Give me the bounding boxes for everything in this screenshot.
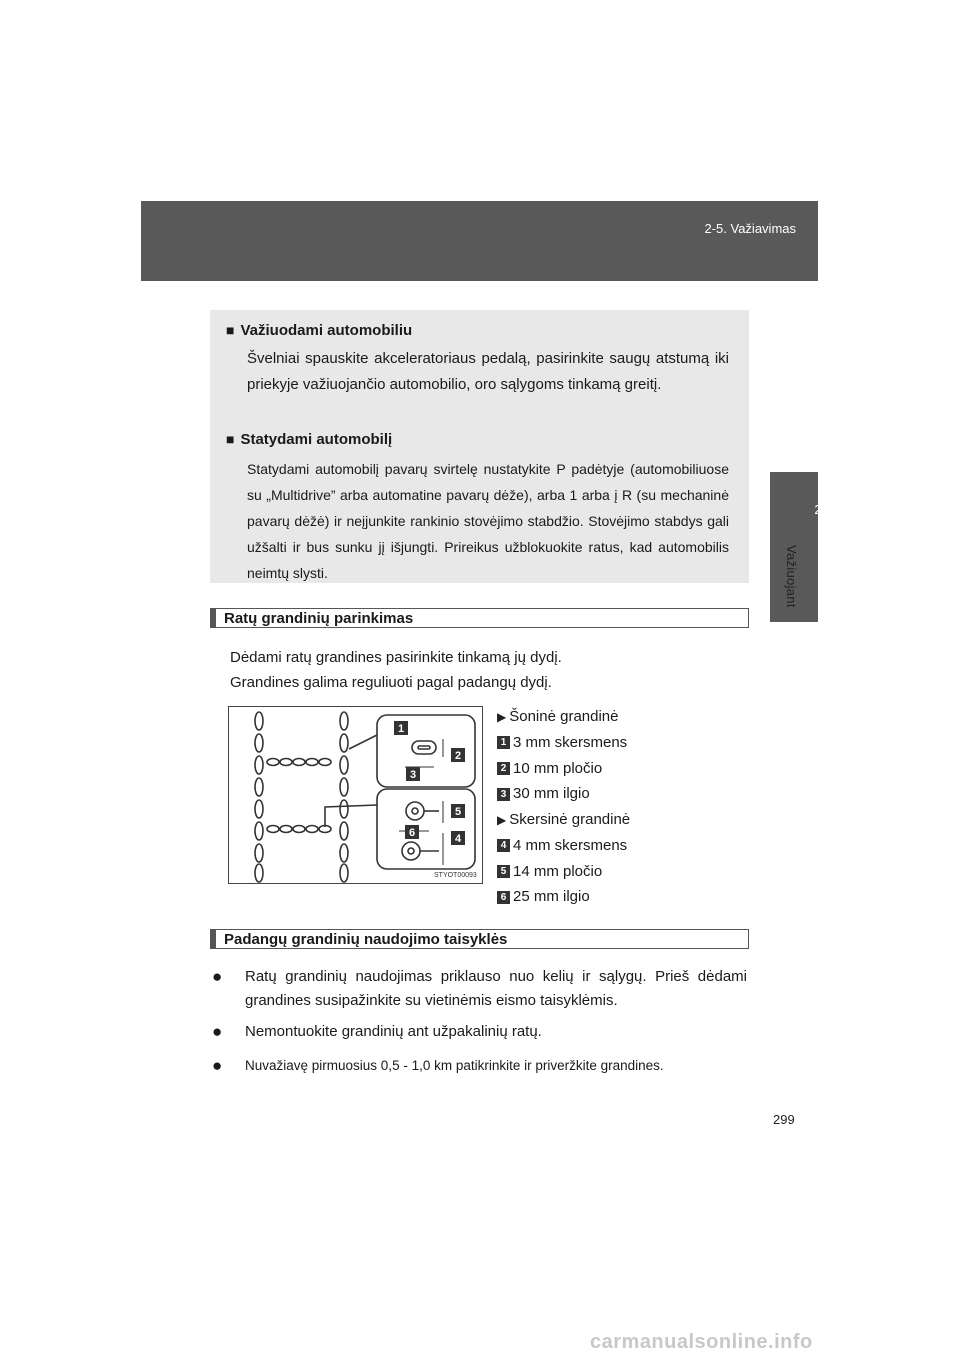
square-bullet-icon: ■ xyxy=(226,322,235,338)
chapter-number: 2 xyxy=(814,502,822,517)
info-text-parking: Statydami automobilį pavarų svirtelę nustatykite P padėtyje (automobiliuose su „Multidrive” arba automatine pavarų dėže), arba 1 arba į R (su mechaninė pavarų dėžė) ir neįjunkite rankinio stovėjimo stabdžio. Stovėjimo stabdys gali užšalti ir bus sunku jį išjungti. Prireikus užblokuokite ratus, kad automobilis neimtų slysti. xyxy=(247,461,729,581)
arrow-right-icon: ▶ xyxy=(497,813,507,828)
number-badge: 6 xyxy=(497,891,510,904)
cross-chain-top xyxy=(267,759,331,766)
spec-row-5: 5 14 mm pločio xyxy=(497,859,630,885)
spec-row-2: 2 10 mm pločio xyxy=(497,756,630,782)
round-bullet-icon: ● xyxy=(212,967,223,986)
callout-5: 5 xyxy=(454,806,462,818)
callout-3: 3 xyxy=(409,769,417,781)
number-badge: 4 xyxy=(497,839,510,852)
number-badge: 5 xyxy=(497,865,510,878)
spec-row-side-chain: ▶ Šoninė grandinė xyxy=(497,704,630,730)
rule-item: ● Ratų grandinių naudojimas priklauso nuo kelių ir sąlygų. Prieš dėdami grandines susipažinkite su vietinėmis eismo taisyklėmis. xyxy=(212,967,747,1009)
chapter-label: Važiuojant xyxy=(784,545,799,608)
paragraph-line: Dėdami ratų grandines pasirinkite tinkamą jų dydį. xyxy=(230,649,562,666)
paragraph-line: Grandines galima reguliuoti pagal padangų dydį. xyxy=(230,674,552,691)
number-badge: 3 xyxy=(497,788,510,801)
round-bullet-icon: ● xyxy=(212,1056,223,1075)
rule-item: ● Nemontuokite grandinių ant užpakalinių ratų. xyxy=(212,1020,747,1044)
callout-6: 6 xyxy=(408,827,416,839)
spec-row-1: 1 3 mm skersmens xyxy=(497,730,630,756)
square-bullet-icon: ■ xyxy=(226,431,235,447)
cross-chain-bottom xyxy=(267,826,331,833)
round-bullet-icon: ● xyxy=(212,1022,223,1041)
number-badge: 1 xyxy=(497,736,510,749)
chain-spec-list xyxy=(497,704,630,910)
spec-row-4: 4 4 mm skersmens xyxy=(497,833,630,859)
tire-chain-diagram xyxy=(228,706,483,884)
callout-2: 2 xyxy=(454,750,462,762)
rule-item: ● Nuvažiavę pirmuosius 0,5 - 1,0 km patikrinkite ir priveržkite grandines. xyxy=(212,1054,747,1078)
section-heading-chain-rules: Padangų grandinių naudojimo taisyklės xyxy=(210,929,749,949)
header-band xyxy=(141,201,818,281)
spec-row-3: 3 30 mm ilgio xyxy=(497,781,630,807)
info-text-driving: Švelniai spauskite akceleratoriaus pedalą, pasirinkite saugų atstumą iki priekyje važiuojančio automobilio, oro sąlygoms tinkamą greitį. xyxy=(247,350,729,393)
section-heading-chain-selection: Ratų grandinių parinkimas xyxy=(210,608,749,628)
side-chain-right xyxy=(340,712,348,882)
watermark: carmanualsonline.info xyxy=(590,1331,813,1353)
diagram-code: STYOT00093 xyxy=(434,872,477,879)
side-chain-left xyxy=(255,712,263,882)
arrow-right-icon: ▶ xyxy=(497,709,507,724)
spec-row-cross-chain: ▶ Skersinė grandinė xyxy=(497,807,630,833)
number-badge: 2 xyxy=(497,762,510,775)
info-title-parking: ■ Statydami automobilį xyxy=(226,431,393,448)
chain-illustration xyxy=(229,707,482,883)
info-box xyxy=(210,310,749,583)
info-title-driving: ■ Važiuodami automobiliu xyxy=(226,322,413,339)
callout-1: 1 xyxy=(397,723,405,735)
callout-4: 4 xyxy=(454,833,462,845)
diagram-callouts xyxy=(394,721,465,845)
section-reference: 2-5. Važiavimas xyxy=(704,221,796,236)
spec-row-6: 6 25 mm ilgio xyxy=(497,885,630,911)
page-number: 299 xyxy=(773,1112,795,1127)
